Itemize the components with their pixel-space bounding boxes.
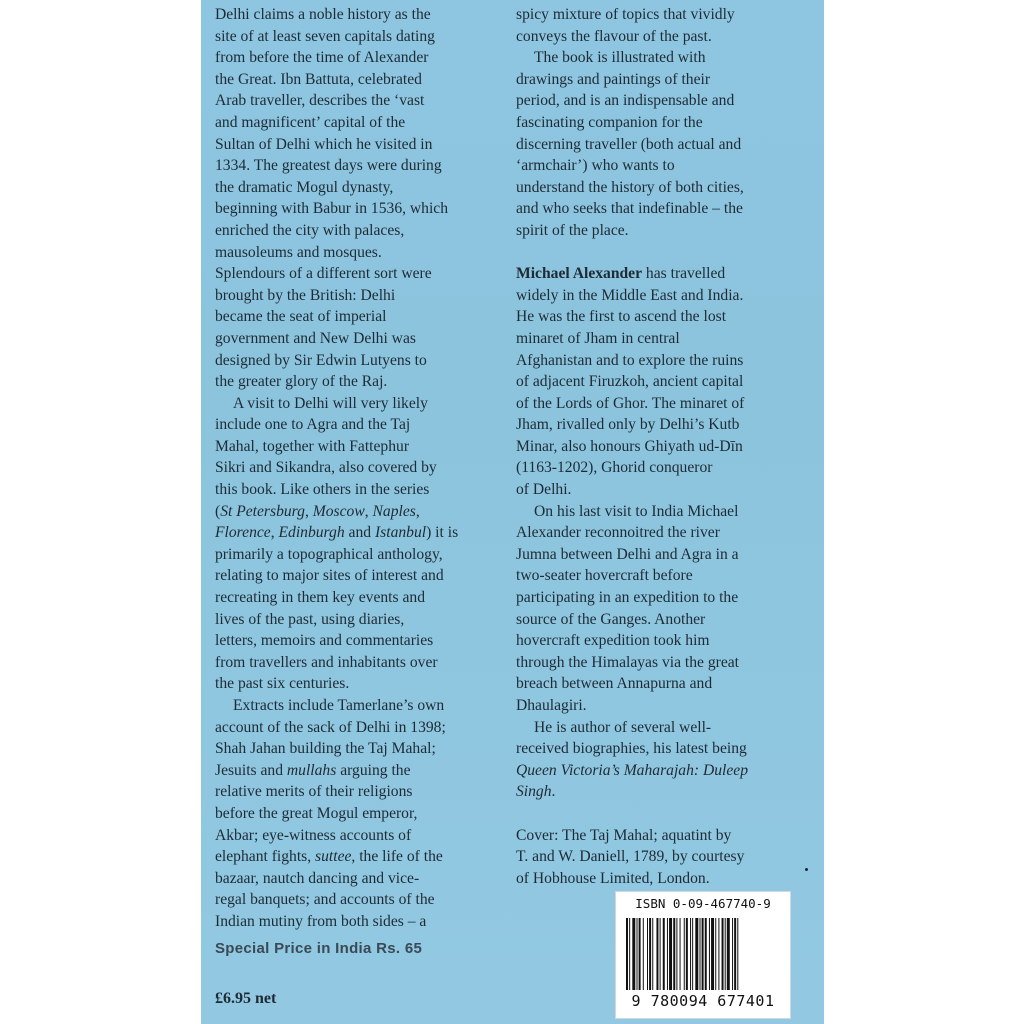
barcode-bar — [629, 918, 630, 990]
barcode-bar — [673, 918, 675, 990]
blurb-paragraph: spicy mixture of topics that vividly conveys the flavour of the past. — [516, 6, 735, 45]
text-run: arguing the relative merits of their religions before the great Mogul emperor, Akbar; eye-witness accounts of elephant fights, — [215, 761, 418, 866]
barcode-bar — [643, 918, 644, 990]
barcode-bar — [702, 918, 704, 990]
text-run: , the life of the bazaar, nautch dancing and vice- regal banquets; and accounts of the Indian mutiny from both sides – a — [215, 848, 443, 930]
italic-term: mullahs — [286, 761, 337, 779]
barcode-bar — [734, 918, 736, 990]
barcode-bar — [690, 918, 691, 990]
barcode-bar — [676, 918, 677, 990]
blurb-paragraph: Delhi claims a noble history as the site of at least seven capitals dating from before the time of Alexander the Great. Ibn Battuta, celebrated Arab traveller, describes the ‘vast and magnificent’ capital of the Sultan of Delhi which he visited in 1334. The greatest days were during the dramatic Mogul dynasty, beginning with Babur in 1536, which enriched the city with palaces, mausoleums and mosques. Splendours of a different sort were brought by the British: Delhi became the seat of imperial government and New Delhi was designed by Sir Edwin Lutyens to the greater glory of the Raj. — [215, 6, 449, 391]
text-run: A visit to Delhi will very likely include one to Agra and the Taj Mahal, together with Fattephur Sikri and Sikandra, also covered by this book. Like others in the series ( — [215, 394, 437, 520]
series-title: Moscow — [312, 502, 365, 520]
italic-term: suttee — [315, 848, 352, 866]
barcode-bar — [718, 918, 719, 990]
barcode-bar — [705, 918, 707, 990]
blurb-paragraph — [215, 393, 503, 695]
series-title: Edinburgh — [278, 524, 345, 542]
barcode-bar — [632, 918, 635, 990]
barcode-bar — [637, 918, 638, 990]
barcode-bar — [660, 918, 661, 990]
barcode-bar — [663, 918, 665, 990]
text-run: , — [270, 524, 279, 542]
author-bio-paragraph — [516, 263, 806, 501]
barcode-bar — [647, 918, 648, 990]
price-label: £6.95 net — [215, 990, 277, 1007]
text-run: , — [364, 502, 373, 520]
barcode-bar — [684, 918, 685, 990]
text-run: ) it is primarily a topographical anthology, relating to major sites of interest and recreating in them key events and lives of the past, using diaries, letters, memoirs and commentaries from travellers and inhabitants over the past six centuries. — [215, 524, 459, 693]
barcode-bar — [711, 918, 714, 990]
text-run: , — [304, 502, 313, 520]
blurb-left-column — [215, 4, 503, 933]
barcode-bar — [639, 918, 641, 990]
text-run: , — [415, 502, 420, 520]
barcode-bar — [652, 918, 653, 990]
isbn-text: ISBN 0-09-467740-9 — [635, 896, 771, 911]
series-title: Istanbul — [374, 524, 427, 542]
series-title: St Petersburg — [220, 502, 305, 520]
barcode-bar — [722, 918, 724, 990]
blurb-right-column — [516, 4, 806, 889]
barcode-panel — [615, 891, 791, 1019]
ean-number: 9 780094 677401 — [631, 992, 775, 1010]
text-run: . — [551, 783, 556, 801]
barcode-bar — [680, 918, 681, 990]
back-cover — [201, 0, 824, 1024]
barcode-bar — [695, 918, 698, 990]
book-title: Queen Victoria’s Maharajah: Duleep Singh — [516, 761, 748, 801]
barcode-bar — [725, 918, 726, 990]
barcode-bar — [667, 918, 668, 990]
barcode-bar — [656, 918, 658, 990]
barcode-bar — [686, 918, 688, 990]
text-run: He is author of several well- received biographies, his latest being — [516, 718, 747, 758]
barcode-bar — [737, 918, 738, 990]
author-bio-paragraph: On his last visit to India Michael Alexander reconnoitred the river Jumna between Delhi and Agra in a two-seater hovercraft before participating in an expedition to the source of the Ganges. Another hovercraft expedition took him through the Himalayas via the great breach between Annapurna and Dhaulagiri. — [516, 502, 740, 714]
barcode-bar — [692, 918, 693, 990]
text-run: and — [344, 524, 375, 542]
blurb-paragraph — [215, 695, 503, 933]
blurb-paragraph: The book is illustrated with drawings and paintings of their period, and is an indispensable and fascinating companion for the discerning traveller (both actual and ‘armchair’) who wants to understand the history of both cities, and who seeks that indefinable – the spirit of the place. — [516, 49, 744, 239]
barcode-icon — [624, 918, 782, 990]
barcode-bar — [732, 918, 733, 990]
series-title: Naples — [372, 502, 416, 520]
print-dot — [805, 868, 808, 871]
author-bio-paragraph — [516, 717, 806, 803]
barcode-bar — [700, 918, 701, 990]
barcode-bar — [727, 918, 730, 990]
cover-credit: Cover: The Taj Mahal; aquatint by T. and W. Daniell, 1789, by courtesy of Hobhouse Limited, London. — [516, 826, 745, 887]
author-name: Michael Alexander — [516, 265, 643, 283]
series-title: Florence — [215, 524, 271, 542]
barcode-bar — [649, 918, 651, 990]
barcode-bar — [709, 918, 710, 990]
barcode-bar — [715, 918, 716, 990]
text-run: Extracts include Tamerlane’s own account of the sack of Delhi in 1398; Shah Jahan building the Taj Mahal; Jesuits and — [215, 697, 446, 779]
barcode-bar — [626, 918, 628, 990]
india-price-label: Special Price in India Rs. 65 — [215, 940, 423, 957]
barcode-bar — [669, 918, 672, 990]
text-run: has travelled widely in the Middle East and India. He was the first to ascend the lost minaret of Jham in central Afghanistan and to explore the ruins of adjacent Firuzkoh, ancient capital of the Lords of Ghor. The minaret of Jham, rivalled only by Delhi’s Kutb Minar, also honours Ghiyath ud-Dīn (1163-1202), Ghorid conqueror of Delhi. — [516, 265, 745, 499]
